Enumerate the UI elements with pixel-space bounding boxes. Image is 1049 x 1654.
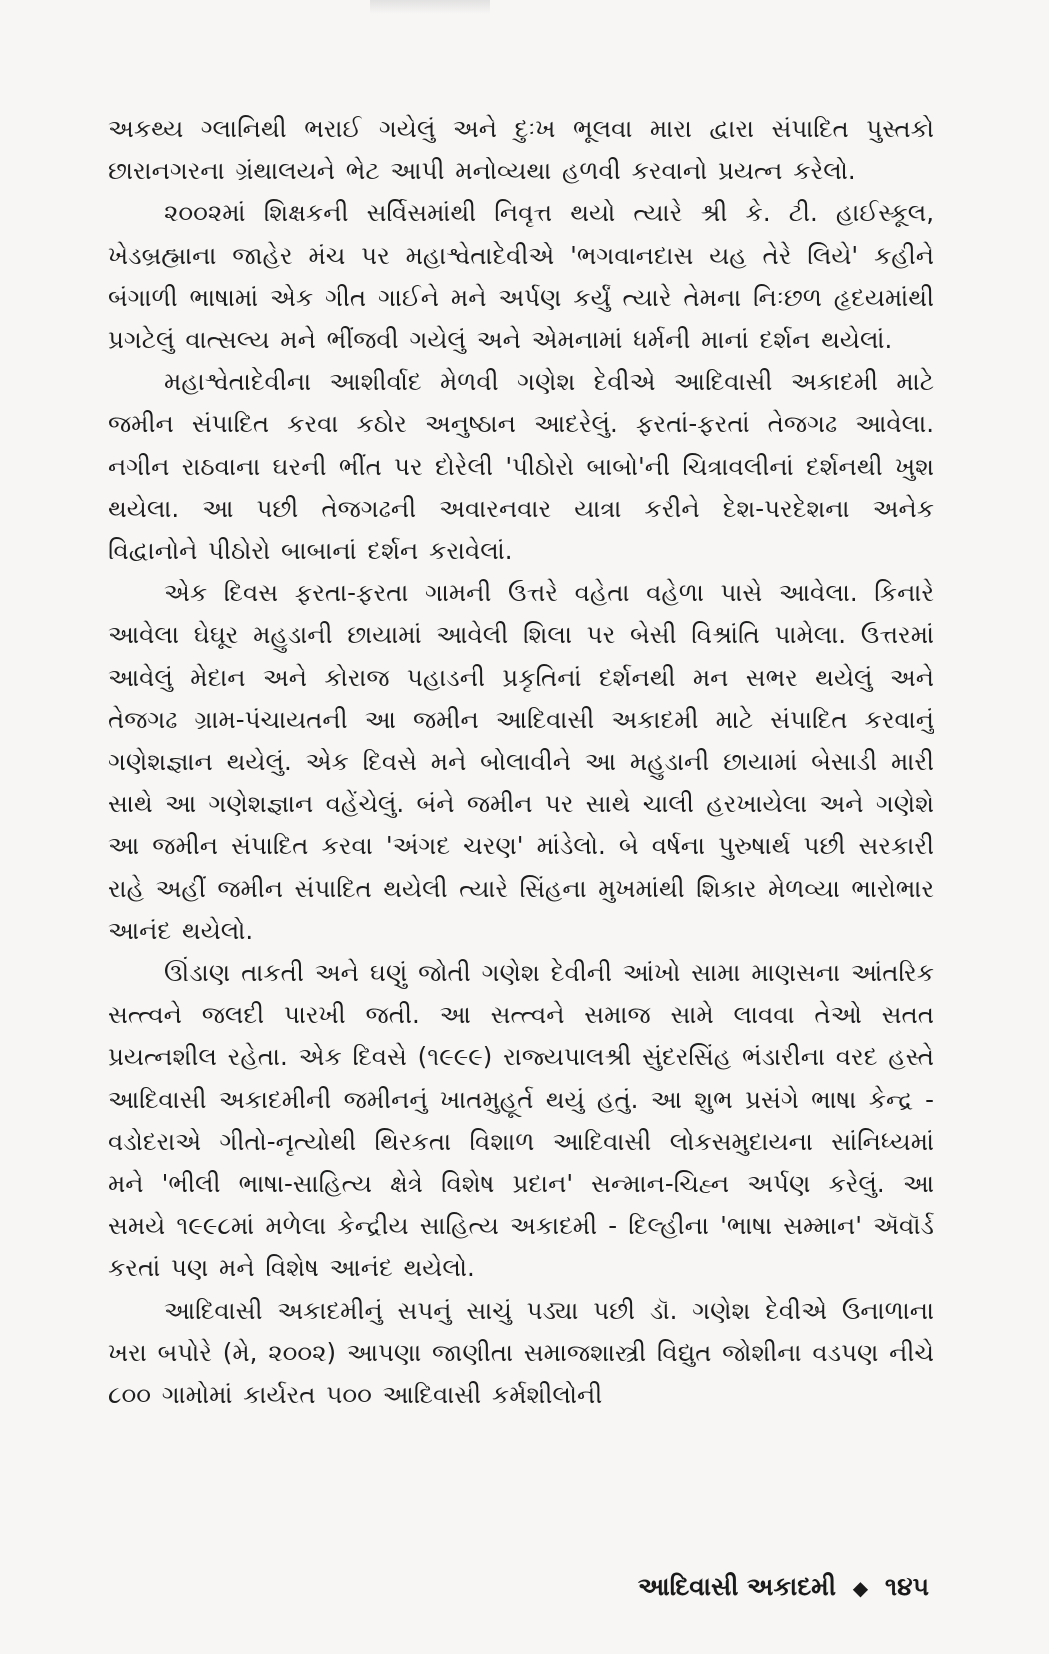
- diamond-separator-icon: ◆: [852, 1576, 869, 1600]
- scan-top-mark: [370, 0, 490, 14]
- paragraph-4: એક દિવસ ફરતા-ફરતા ગામની ઉત્તરે વહેતા વહેળા પાસે આવેલા. કિનારે આવેલા ઘેઘૂર મહુડાની છાયામાં આવેલી શિલા પર બેસી વિશ્રાંતિ પામેલા. ઉત્તરમાં આવેલું મેદાન અને કોરાજ પહાડની પ્રકૃતિનાં દર્શનથી મન સભર થયેલું અને તેજગઢ ગ્રામ-પંચાયતની આ જમીન આદિવાસી અકાદમી માટે સંપાદિત કરવાનું ગણેશજ્ઞાન થયેલું. એક દિવસે મને બોલાવીને આ મહુડાની છાયામાં બેસાડી મારી સાથે આ ગણેશજ્ઞાન વહેંચેલું. બંને જમીન પર સાથે ચાલી હરખાયેલા અને ગણેશે આ જમીન સંપાદિત કરવા 'અંગદ ચરણ' માંડેલો. બે વર્ષના પુરુષાર્થ પછી સરકારી રાહે અહીં જમીન સંપાદિત થયેલી ત્યારે સિંહના મુખમાંથી શિકાર મેળવ્યા ભારોભાર આનંદ થયેલો.: [108, 578, 934, 945]
- paragraph-6: આદિવાસી અકાદમીનું સપનું સાચું પડ્યા પછી ડૉ. ગણેશ દેવીએ ઉનાળાના ખરા બપોરે (મે, ૨૦૦૨) આપણા જાણીતા સમાજશાસ્ત્રી વિદ્યુત જોશીના વડપણ નીચે ૮૦૦ ગામોમાં કાર્યરત ૫૦૦ આદિવાસી કર્મશીલોની: [108, 1295, 934, 1410]
- paragraph-5: ઊંડાણ તાકતી અને ઘણું જોતી ગણેશ દેવીની આંખો સામા માણસના આંતરિક સત્ત્વને જલદી પારખી જતી. આ સત્ત્વને સમાજ સામે લાવવા તેઓ સતત પ્રયત્નશીલ રહેતા. એક દિવસે (૧૯૯૯) રાજ્યપાલશ્રી સુંદરસિંહ ભંડારીના વરદ હસ્તે આદિવાસી અકાદમીની જમીનનું ખાતમુહૂર્ત થયું હતું. આ શુભ પ્રસંગે ભાષા કેન્દ્ર - વડોદરાએ ગીતો-નૃત્યોથી થિરકતા વિશાળ આદિવાસી લોકસમુદાયના સાંનિધ્યમાં મને 'ભીલી ભાષા-સાહિત્ય ક્ષેત્રે વિશેષ પ્રદાન' સન્માન-ચિહ્ન અર્પણ કરેલું. આ સમયે ૧૯૯૮માં મળેલા કેન્દ્રીય સાહિત્ય અકાદમી - દિલ્હીના 'ભાષા સમ્માન' ઍવૉર્ડ કરતાં પણ મને વિશેષ આનંદ થયેલો.: [108, 958, 934, 1283]
- running-title: આદિવાસી અકાદમી: [637, 1572, 836, 1601]
- paragraph-2: ૨૦૦૨માં શિક્ષકની સર્વિસમાંથી નિવૃત્ત થયો ત્યારે શ્રી કે. ટી. હાઈસ્કૂલ, ખેડબ્રહ્માના જાહેર મંચ પર મહાશ્વેતાદેવીએ 'ભગવાનદાસ યહ તેરે લિયે' કહીને બંગાળી ભાષામાં એક ગીત ગાઈને મને અર્પણ કર્યું ત્યારે તેમના નિઃછળ હૃદયમાંથી પ્રગટેલું વાત્સલ્ય મને ભીંજવી ગયેલું અને એમનામાં ધર્મની માનાં દર્શન થયેલાં.: [108, 198, 934, 355]
- paragraph-1: અકથ્ય ગ્લાનિથી ભરાઈ ગયેલું અને દુઃખ ભૂલવા મારા દ્વારા સંપાદિત પુસ્તકો છારાનગરના ગ્રંથાલયને ભેટ આપી મનોવ્યથા હળવી કરવાનો પ્રયત્ન કરેલો.: [108, 114, 934, 186]
- page-footer: [638, 1572, 929, 1602]
- body-text: [108, 108, 934, 1508]
- page-number: ૧૪૫: [884, 1572, 929, 1601]
- paragraph-3: મહાશ્વેતાદેવીના આશીર્વાદ મેળવી ગણેશ દેવીએ આદિવાસી અકાદમી માટે જમીન સંપાદિત કરવા કઠોર અનુષ્ઠાન આદરેલું. ફરતાં-ફરતાં તેજગઢ આવેલા. નગીન રાઠવાના ઘરની ભીંત પર દોરેલી 'પીઠોરો બાબો'ની ચિત્રાવલીનાં દર્શનથી ખુશ થયેલા. આ પછી તેજગઢની અવારનવાર યાત્રા કરીને દેશ-પરદેશના અનેક વિદ્વાનોને પીઠોરો બાબાનાં દર્શન કરાવેલાં.: [108, 367, 934, 566]
